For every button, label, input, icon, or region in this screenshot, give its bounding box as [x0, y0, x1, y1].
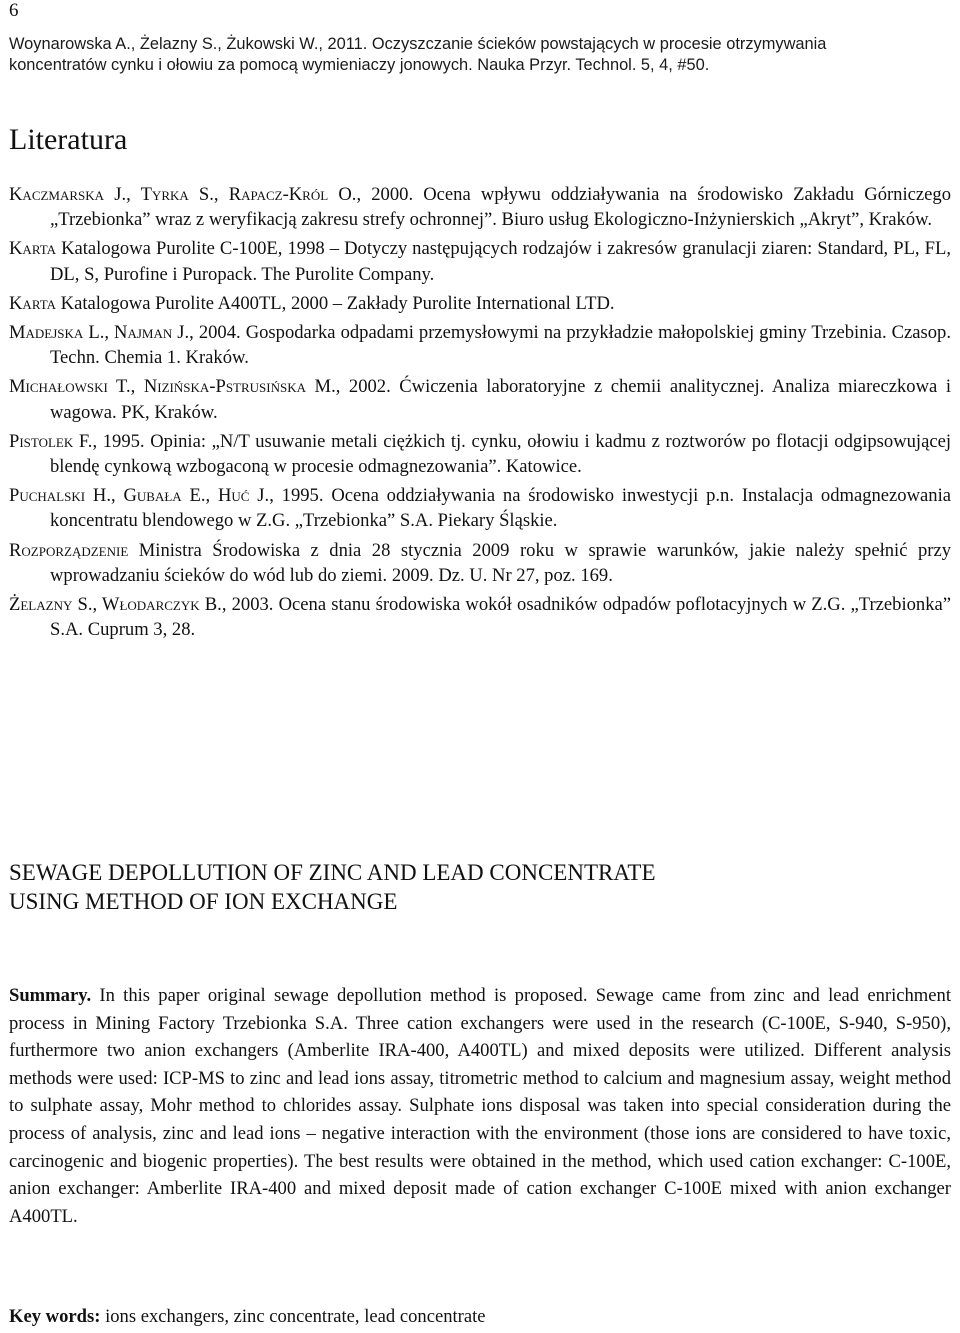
reference-list [9, 182, 951, 646]
reference-authors: Michałowski T., Nizińska-Pstrusińska M. [9, 376, 336, 398]
reference-item [9, 429, 951, 479]
reference-authors: Karta [9, 292, 56, 314]
literature-heading: Literatura [9, 123, 128, 156]
summary-text: In this paper original sewage depollution method is proposed. Sewage came from zinc and lead enrichment process in Mining Factory Trzebionka S.A. Three cation exchangers were used in the research (C-100E, S-940, S-950), furthermore two anion exchangers (Amberlite IRA-400, A400TL) and mixed deposits were utilized. Different analysis methods were used: ICP-MS to zinc and lead ions assay, titrometric method to calcium and magnesium assay, weight method to sulphate assay, Mohr method to chlorides assay. Sulphate ions disposal was taken into special consideration during the process of analysis, zinc and lead ions – negative interaction with the environment (those ions are considered to have toxic, carcinogenic and biogenic properties). The best results were obtained in the method, which used cation exchanger: C-100E, anion exchanger: Amberlite IRA-400 and mixed deposit made of cation exchanger C-100E mixed with anion exchanger A400TL. [9, 985, 951, 1227]
page-number: 6 [9, 0, 19, 21]
reference-item [9, 236, 951, 286]
english-title-line-2: USING METHOD OF ION EXCHANGE [9, 889, 398, 914]
keywords-label: Key words: [9, 1306, 101, 1327]
reference-text: , 2000. Ocena wpływu oddziaływania na środowisko Zakładu Górniczego „Trzebionka” wraz z weryfikacją zakresu strefy ochronnej”. Biuro usług Ekologiczno-Inżynierskich „Akryt”, Kraków. [50, 184, 951, 231]
reference-text: , 1995. Opinia: „N/T usuwanie metali ciężkich tj. cynku, ołowiu i kadmu z roztworów po flotacji odgipsowującej blendę cynkową wzbogaconą w procesie odmagnezowania”. Katowice. [50, 430, 952, 478]
reference-item [9, 538, 951, 588]
reference-text: , 1995. Ocena oddziaływania na środowisko inwestycji p.n. Instalacja odmagnezowania koncentratu blendowego w Z.G. „Trzebionka” S.A. Piekary Śląskie. [50, 485, 952, 532]
reference-authors: Rozporządzenie [9, 539, 129, 561]
citation-line-2: koncentratów cynku i ołowiu za pomocą wymieniaczy jonowych. Nauka Przyr. Technol. 5, 4, #50. [9, 56, 710, 74]
reference-authors: Puchalski H., Gubała E., Huć J. [9, 485, 270, 507]
reference-item [9, 592, 951, 642]
reference-text: , 2004. Gospodarka odpadami przemysłowymi na przykładzie małopolskiej gminy Trzebinia. Czasop. Techn. Chemia 1. Kraków. [50, 322, 951, 369]
keywords-text: ions exchangers, zinc concentrate, lead concentrate [100, 1306, 486, 1327]
reference-authors: Karta [9, 238, 56, 260]
reference-text: Katalogowa Purolite A400TL, 2000 – Zakłady Purolite International LTD. [56, 292, 615, 314]
english-title [9, 858, 939, 916]
reference-authors: Pistolek F. [9, 430, 93, 452]
reference-item [9, 291, 951, 316]
reference-item [9, 182, 951, 232]
reference-text: , 2002. Ćwiczenia laboratoryjne z chemii analitycznej. Analiza miareczkowa i wagowa. PK, Kraków. [50, 376, 951, 423]
reference-authors: Kaczmarska J., Tyrka S., Rapacz-Król O. [9, 184, 357, 205]
citation-header [9, 34, 954, 76]
reference-text: Katalogowa Purolite C-100E, 1998 – Dotyczy następujących rodzajów i zakresów granulacji ziaren: Standard, PL, FL, DL, S, Purofine i Puropack. The Purolite Company. [50, 238, 951, 285]
reference-item [9, 483, 951, 533]
reference-text: Ministra Środowiska z dnia 28 stycznia 2009 roku w sprawie warunków, jakie należy spełnić przy wprowadzaniu ścieków do wód lub do ziemi. 2009. Dz. U. Nr 27, poz. 169. [50, 539, 951, 586]
english-title-line-1: SEWAGE DEPOLLUTION OF ZINC AND LEAD CONCENTRATE [9, 860, 656, 885]
summary-paragraph [9, 982, 951, 1230]
reference-authors: Żelazny S., Włodarczyk B. [9, 594, 222, 616]
citation-line-1: Woynarowska A., Żelazny S., Żukowski W., 2011. Oczyszczanie ścieków powstających w procesie otrzymywania [9, 35, 827, 53]
summary-label: Summary. [9, 985, 92, 1006]
reference-item [9, 320, 951, 370]
keywords-line [9, 1305, 951, 1329]
reference-authors: Madejska L., Najman J. [9, 322, 190, 344]
reference-text: , 2003. Ocena stanu środowiska wokół osadników odpadów poflotacyjnych w Z.G. „Trzebionka” S.A. Cuprum 3, 28. [50, 594, 952, 641]
reference-item [9, 374, 951, 424]
